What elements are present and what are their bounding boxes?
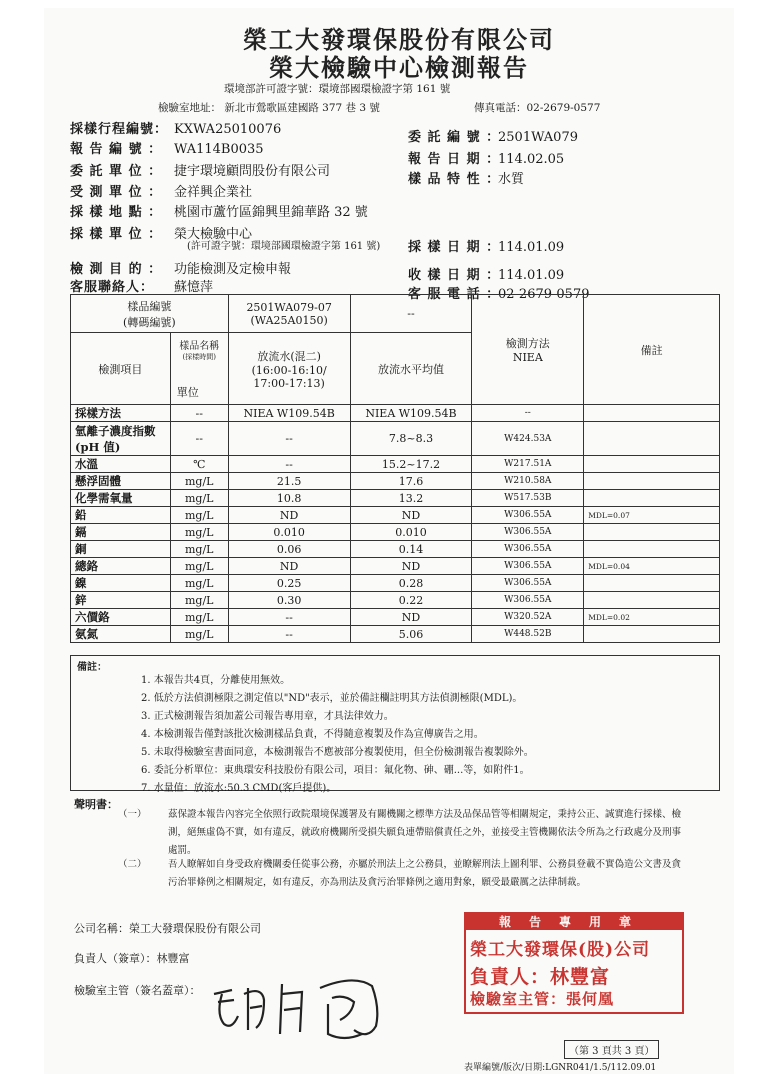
table-row [71, 524, 720, 541]
form-number: 表單編號/版次/日期:LGNR041/1.5/112.09.01 [464, 1063, 657, 1073]
sample2-value: 15.2~17.2 [350, 456, 472, 473]
unit-cell: -- [170, 405, 228, 422]
remark-cell: MDL=0.07 [584, 507, 720, 524]
item-cell: 銅 [71, 541, 171, 558]
lab-phone: 傳真電話：02-2679-0577 [474, 102, 601, 114]
unit-cell: mg/L [170, 473, 228, 490]
lab-address: 檢驗室地址： 新北市鶯歌區建國路 377 巷 3 號 [158, 102, 380, 114]
sample1-value: -- [228, 422, 350, 456]
company-title: 榮工大發環保股份有限公司 [243, 25, 555, 54]
item-cell: 六價鉻 [71, 609, 171, 626]
table-row [71, 473, 720, 490]
sample2-value: 0.28 [350, 575, 472, 592]
item-cell: 採樣方法 [71, 405, 171, 422]
field-sampling-date: 採 樣 日 期 ：114.01.09 [408, 240, 565, 255]
remark-cell: MDL=0.02 [584, 609, 720, 626]
sample1-value: -- [228, 609, 350, 626]
unit-cell: mg/L [170, 592, 228, 609]
remark-cell [584, 541, 720, 558]
unit-cell: mg/L [170, 490, 228, 507]
notes-list [141, 672, 534, 798]
sample1-value: -- [228, 456, 350, 473]
report-title: 榮大檢驗中心檢測報告 [269, 53, 529, 82]
table-row [71, 609, 720, 626]
report-page: 榮工大發環保股份有限公司 榮大檢驗中心檢測報告 環境部許可證字號：環境部國環檢證字第 161 號 檢驗室地址： 新北市鶯歌區建國路 377 巷 3 號 傳真電話：02-2679-0577 採樣行程編號： KXWA25010076 報 告 編 號 ： WA114B0035 委 託 單 位 ： 捷宇環境顧問股份有限公司 受 測 單 位 ： 金祥興企業社 採 樣 地 點 ： 桃園市蘆竹區錦興里錦華路 32 號 採 樣 單 位 ： 榮大檢驗中心 (許可證字號：環境部國環檢證字第 161 號) 檢 測 目 的 ： 功能檢測及定檢申報 客服聯絡人： 蘇憶萍 委 託 編 號 ：2501WA079 報 告 日 期 ：114.02.05 樣 品 特 性 ：水質 採 樣 日 期 ：114.01.09 收 樣 日 期 ：114.01.09 客 服 電 話 ：02-2679-0579 樣品編號 (轉碼編號) 2501WA079-07 (WA25A0150) -- 檢測方法 NIEA 備註 檢測項目 樣品名稱 (採樣時間) 單位 放流水(混二) (16:00-16:10/ 17:00-17:13) 放流水平均值 採樣方法 -- NIEA W109.54B NIEA W109.54B -- 氫離子濃度指數 (pH 值) -- -- 7.8~8.3 W424.53A 水溫 ℃ -- 15.2~17.2 W217.51A 懸浮固體 mg/L 21.5 17.6 W210.58A 化學需氧量 mg/L 10.8 13.2 W517.53B 鉛 mg/L ND ND W306.55A MDL=0.07 鎘 mg/L 0.010 0.010 W306.55A 銅 mg/L 0.06 0.14 W306.55A 總鉻 mg/L ND ND W306.55A MDL=0.04 鎳 mg/L 0.25 0.28 W306.55A 鋅 mg/L 0.30 0.22 W306.55A 六價鉻 mg/L -- ND W320.52A MDL=0.02 氨氮 mg/L -- 5.06 W448.52B 備註： 1. 本報告共4頁，分離使用無效。 2. 低於方法偵測極限之測定值以"ND"表示，並於備註欄註明其方法偵測極限(MDL)。 3. 正式檢測報告須加蓋公司報告專用章，才具法律效力。 4. 本檢測報告僅對該批次檢測樣品負責，不得隨意複製及作為宣傳廣告之用。 5. 未取得檢驗室書面同意，本檢測報告不應被部分複製使用，但全份檢測報告複製除外。 6. 委託分析單位：東典環安科技股份有限公司，項目：氟化物、砷、硼...等，如附件1。 7. 水量值：放流水:50.3 CMD(客戶提供)。 聲明書： （一） 茲保證本報告內容完全依照行政院環境保護署及有關機關之標準方法及品保品管等相關規定，秉持公正、誠實進行採樣、檢測，絕無虛偽不實，如有違反，就政府機關所受損失願負連帶賠償責任之外，並接受主管機關依法令所為之行政處分及刑事處罰。 （二） 吾人瞭解如自身受政府機關委任從事公務，亦屬於刑法上之公務員，並瞭解刑法上圖利罪、公務員登載不實偽造公文書及貪污治罪條例之相關規定，如有違反，亦為刑法及貪污治罪條例之適用對象，願受最嚴厲之法律制裁。 公司名稱：榮工大發環保股份有限公司 負責人（簽章）：林豐富 檢驗室主管（簽名蓋章）： 報告專用章 榮工大發環保(股)公司 負責人：林豐富 檢驗室主管：張何凰 （第 3 頁共 3 頁） 表單編號/版次/日期:LGNR041/1.5/112.09.01 [44, 8, 734, 1074]
method-cell: W210.58A [472, 473, 584, 490]
item-cell: 鋅 [71, 592, 171, 609]
sample2-value: 0.14 [350, 541, 472, 558]
item-cell: 氨氮 [71, 626, 171, 643]
note-item: 5. 未取得檢驗室書面同意，本檢測報告不應被部分複製使用，但全份檢測報告複製除外。 [141, 747, 534, 758]
remark-cell [584, 626, 720, 643]
remark-cell [584, 592, 720, 609]
supervisor-line: 檢驗室主管（簽名蓋章）： [74, 984, 201, 997]
field-tested-unit: 受 測 單 位 ： 金祥興企業社 [70, 185, 253, 200]
field-service-phone: 客 服 電 話 ：02-2679-0579 [408, 287, 590, 302]
method-cell: -- [472, 405, 584, 422]
remark-cell [584, 473, 720, 490]
sample1-value: 21.5 [228, 473, 350, 490]
method-cell: W320.52A [472, 609, 584, 626]
item-cell: 總鉻 [71, 558, 171, 575]
sample2-value: 5.06 [350, 626, 472, 643]
field-sample-type: 樣 品 特 性 ：水質 [408, 172, 525, 187]
field-report-number: 報 告 編 號 ： WA114B0035 [70, 142, 264, 157]
notes-title: 備註： [77, 662, 107, 673]
sample1-value: 0.25 [228, 575, 350, 592]
method-cell: W517.53B [472, 490, 584, 507]
sample-name-unit-header: 樣品名稱 (採樣時間) 單位 [170, 333, 228, 405]
sample2-value: ND [350, 507, 472, 524]
sample1-value: 0.06 [228, 541, 350, 558]
unit-cell: mg/L [170, 507, 228, 524]
permit-line: 環境部許可證字號：環境部國環檢證字第 161 號 [224, 83, 451, 95]
item-header: 檢測項目 [71, 333, 171, 405]
item-cell: 水溫 [71, 456, 171, 473]
table-row [71, 626, 720, 643]
method-cell: W306.55A [472, 541, 584, 558]
handwritten-signature [204, 964, 404, 1044]
unit-cell: ℃ [170, 456, 228, 473]
method-cell: W306.55A [472, 524, 584, 541]
note-item: 1. 本報告共4頁，分離使用無效。 [141, 675, 291, 686]
sample2-value: ND [350, 609, 472, 626]
method-cell: W448.52B [472, 626, 584, 643]
field-purpose: 檢 測 目 的 ： 功能檢測及定檢申報 [70, 262, 292, 277]
unit-cell: -- [170, 422, 228, 456]
table-row [71, 456, 720, 473]
remark-header: 備註 [584, 295, 720, 405]
method-cell: W306.55A [472, 507, 584, 524]
note-item: 4. 本檢測報告僅對該批次檢測樣品負責，不得隨意複製及作為宣傳廣告之用。 [141, 729, 484, 740]
sample1-value: ND [228, 507, 350, 524]
sample2-value: 0.010 [350, 524, 472, 541]
item-cell: 懸浮固體 [71, 473, 171, 490]
field-client: 委 託 單 位 ： 捷宇環境顧問股份有限公司 [70, 164, 331, 179]
sample2-value: 17.6 [350, 473, 472, 490]
sample2-value: NIEA W109.54B [350, 405, 472, 422]
remark-cell [584, 422, 720, 456]
sample2-value: 0.22 [350, 592, 472, 609]
sample1-value: 0.30 [228, 592, 350, 609]
method-cell: W424.53A [472, 422, 584, 456]
declaration-title: 聲明書： [74, 798, 118, 811]
field-receive-date: 收 樣 日 期 ：114.01.09 [408, 268, 565, 283]
sample2-number: -- [350, 295, 472, 333]
company-name-line: 公司名稱：榮工大發環保股份有限公司 [74, 922, 261, 935]
note-item: 2. 低於方法偵測極限之測定值以"ND"表示，並於備註欄註明其方法偵測極限(MDL)。 [141, 693, 523, 704]
sample1-value: ND [228, 558, 350, 575]
method-cell: W306.55A [472, 575, 584, 592]
sample2-value: 13.2 [350, 490, 472, 507]
remark-cell [584, 405, 720, 422]
remark-cell [584, 524, 720, 541]
official-seal: 報告專用章 榮工大發環保(股)公司 負責人：林豐富 檢驗室主管：張何凰 [464, 912, 684, 1014]
unit-cell: mg/L [170, 626, 228, 643]
item-cell: 化學需氧量 [71, 490, 171, 507]
table-row [71, 575, 720, 592]
item-cell: 鉛 [71, 507, 171, 524]
notes-box [70, 655, 720, 794]
table-row [71, 507, 720, 524]
sample2-value: ND [350, 558, 472, 575]
sample-number-header: 樣品編號 (轉碼編號) [71, 295, 229, 333]
table-row [71, 558, 720, 575]
note-item: 6. 委託分析單位：東典環安科技股份有限公司，項目：氟化物、砷、硼...等，如附件1。 [141, 765, 530, 776]
field-sampling-trip: 採樣行程編號： KXWA25010076 [70, 122, 282, 137]
field-commission-number: 委 託 編 號 ：2501WA079 [408, 130, 578, 145]
unit-cell: mg/L [170, 558, 228, 575]
table-row [71, 541, 720, 558]
sample1-value: 10.8 [228, 490, 350, 507]
note-item: 7. 水量值：放流水:50.3 CMD(客戶提供)。 [141, 783, 337, 794]
field-sampling-unit: 採 樣 單 位 ： 榮大檢驗中心 [70, 227, 253, 242]
page-number: （第 3 頁共 3 頁） [564, 1040, 659, 1059]
sample1-name: 放流水(混二) (16:00-16:10/ 17:00-17:13) [228, 333, 350, 405]
sample1-number: 2501WA079-07 (WA25A0150) [228, 295, 350, 333]
unit-cell: mg/L [170, 524, 228, 541]
sample2-value: 7.8~8.3 [350, 422, 472, 456]
table-header-row [71, 295, 720, 333]
remark-cell [584, 490, 720, 507]
note-item: 3. 正式檢測報告須加蓋公司報告專用章，才具法律效力。 [141, 711, 394, 722]
item-cell: 鎳 [71, 575, 171, 592]
method-cell: W306.55A [472, 558, 584, 575]
field-report-date: 報 告 日 期 ：114.02.05 [408, 152, 565, 167]
remark-cell [584, 456, 720, 473]
field-contact: 客服聯絡人： 蘇憶萍 [70, 280, 214, 295]
sample1-value: -- [228, 626, 350, 643]
results-table [70, 294, 720, 643]
item-cell: 氫離子濃度指數 (pH 值) [71, 422, 171, 456]
sampling-unit-permit: (許可證字號：環境部國環檢證字第 161 號) [187, 241, 381, 252]
remark-cell: MDL=0.04 [584, 558, 720, 575]
table-row [71, 405, 720, 422]
remark-cell [584, 575, 720, 592]
table-row [71, 490, 720, 507]
unit-cell: mg/L [170, 575, 228, 592]
responsible-line: 負責人（簽章）：林豐富 [74, 952, 190, 965]
method-cell: W217.51A [472, 456, 584, 473]
sample1-value: 0.010 [228, 524, 350, 541]
unit-cell: mg/L [170, 609, 228, 626]
method-header: 檢測方法 NIEA [472, 295, 584, 405]
table-row [71, 422, 720, 456]
table-row [71, 592, 720, 609]
method-cell: W306.55A [472, 592, 584, 609]
unit-cell: mg/L [170, 541, 228, 558]
sample1-value: NIEA W109.54B [228, 405, 350, 422]
sample2-name: 放流水平均值 [350, 333, 472, 405]
field-sampling-location: 採 樣 地 點 ： 桃園市蘆竹區錦興里錦華路 32 號 [70, 205, 368, 220]
item-cell: 鎘 [71, 524, 171, 541]
